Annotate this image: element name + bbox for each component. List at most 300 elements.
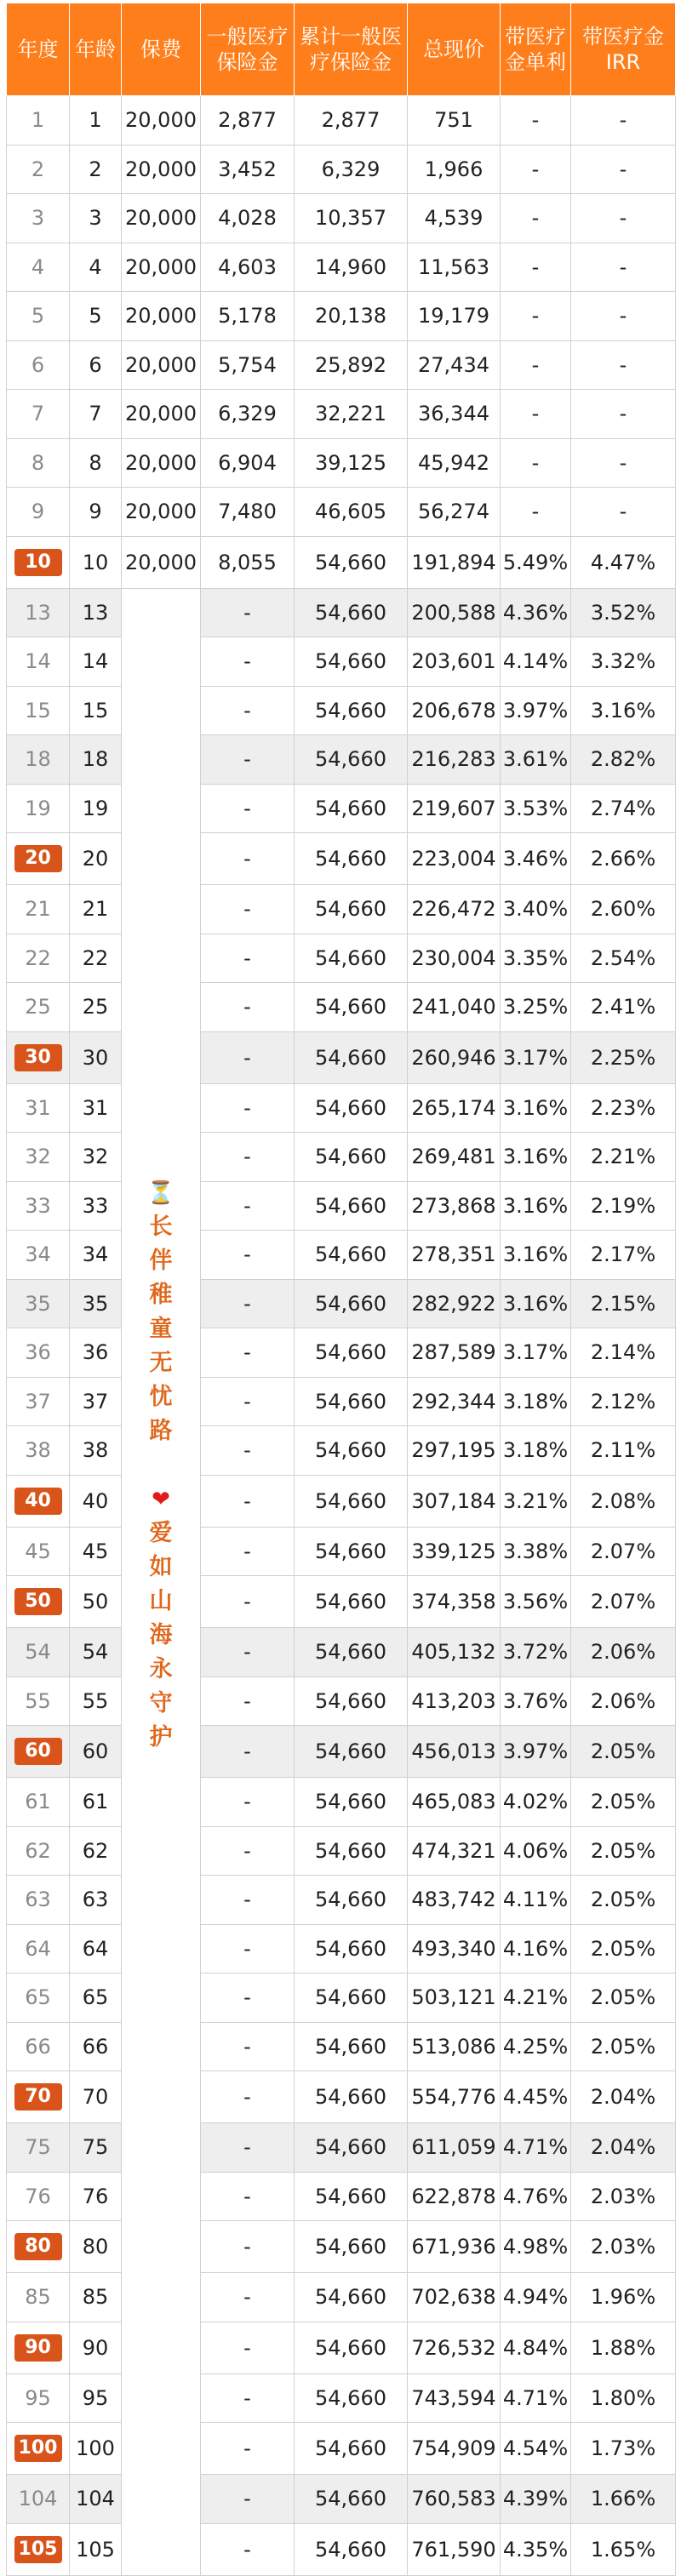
- simple-interest-cell: -: [501, 390, 571, 439]
- irr-cell: 2.03%: [571, 2172, 676, 2221]
- simple-interest-cell: 3.21%: [501, 1475, 571, 1527]
- slogan-char: 山: [149, 1587, 173, 1614]
- cumulative-medical-cell: 54,660: [295, 784, 408, 833]
- policy-year-cell: 6: [7, 340, 70, 390]
- cumulative-medical-cell: 54,660: [295, 1279, 408, 1328]
- simple-interest-cell: 4.25%: [501, 2022, 571, 2071]
- cumulative-medical-cell: 54,660: [295, 2123, 408, 2173]
- table-row: [7, 1676, 676, 1726]
- year-badge: 80: [14, 2233, 62, 2260]
- header-medical: [201, 3, 295, 96]
- irr-cell: 2.60%: [571, 885, 676, 934]
- table-row: [7, 735, 676, 785]
- cash-value-cell: 216,283: [408, 735, 501, 785]
- policy-year-cell: 37: [7, 1377, 70, 1426]
- cash-value-cell: 702,638: [408, 2273, 501, 2322]
- table-row: [7, 2221, 676, 2273]
- policy-year-cell: 21: [7, 885, 70, 934]
- policy-year-cell: 62: [7, 1826, 70, 1876]
- cash-value-cell: 273,868: [408, 1181, 501, 1231]
- cash-value-cell: 226,472: [408, 885, 501, 934]
- medical-benefit-cell: -: [201, 934, 295, 983]
- cumulative-medical-cell: 54,660: [295, 735, 408, 785]
- cash-value-cell: 203,601: [408, 637, 501, 687]
- irr-cell: 1.80%: [571, 2373, 676, 2423]
- table-row: [7, 983, 676, 1032]
- policy-year-cell: 38: [7, 1426, 70, 1476]
- header-cum-medical-line: 累计一般医: [300, 25, 402, 49]
- irr-cell: 3.32%: [571, 637, 676, 687]
- table-row: [7, 1527, 676, 1576]
- age-cell: 60: [70, 1726, 122, 1778]
- cash-value-cell: 241,040: [408, 983, 501, 1032]
- header-age: [70, 3, 122, 96]
- irr-cell: 2.07%: [571, 1527, 676, 1576]
- cash-value-cell: 751: [408, 96, 501, 146]
- table-row: [7, 488, 676, 537]
- medical-benefit-cell: 6,904: [201, 438, 295, 488]
- header-year: [7, 3, 70, 96]
- simple-interest-cell: 3.38%: [501, 1527, 571, 1576]
- medical-benefit-cell: -: [201, 1181, 295, 1231]
- irr-cell: 1.66%: [571, 2475, 676, 2524]
- table-row: [7, 637, 676, 687]
- header-simple-interest: [501, 3, 571, 96]
- age-cell: 61: [70, 1778, 122, 1827]
- simple-interest-cell: 4.71%: [501, 2123, 571, 2173]
- medical-benefit-cell: -: [201, 2523, 295, 2575]
- age-cell: 33: [70, 1181, 122, 1231]
- age-cell: 7: [70, 390, 122, 439]
- table-row: [7, 1826, 676, 1876]
- table-row: [7, 1377, 676, 1426]
- simple-interest-cell: -: [501, 340, 571, 390]
- irr-cell: 1.73%: [571, 2423, 676, 2475]
- policy-year-cell: 33: [7, 1181, 70, 1231]
- policy-year-cell: 75: [7, 2123, 70, 2173]
- cumulative-medical-cell: 54,660: [295, 1826, 408, 1876]
- simple-interest-cell: 3.35%: [501, 934, 571, 983]
- table-row: [7, 784, 676, 833]
- irr-cell: 2.08%: [571, 1475, 676, 1527]
- simple-interest-cell: 3.97%: [501, 686, 571, 735]
- cumulative-medical-cell: 54,660: [295, 2022, 408, 2071]
- policy-year-cell: 64: [7, 1924, 70, 1973]
- cash-value-cell: 19,179: [408, 292, 501, 341]
- year-badge: 50: [14, 1588, 62, 1615]
- policy-year-cell: [7, 1031, 70, 1083]
- irr-cell: 3.52%: [571, 588, 676, 637]
- policy-year-cell: 8: [7, 438, 70, 488]
- policy-year-cell: [7, 536, 70, 588]
- cash-value-cell: 282,922: [408, 1279, 501, 1328]
- irr-cell: 2.06%: [571, 1676, 676, 1726]
- table-row: [7, 1181, 676, 1231]
- age-cell: 6: [70, 340, 122, 390]
- age-cell: 104: [70, 2475, 122, 2524]
- age-cell: 21: [70, 885, 122, 934]
- cumulative-medical-cell: 54,660: [295, 1083, 408, 1133]
- simple-interest-cell: 4.45%: [501, 2071, 571, 2123]
- slogan-char: 守: [149, 1689, 173, 1716]
- age-cell: 37: [70, 1377, 122, 1426]
- policy-year-cell: [7, 1576, 70, 1628]
- medical-benefit-cell: -: [201, 686, 295, 735]
- policy-year-cell: 25: [7, 983, 70, 1032]
- table-row: [7, 2172, 676, 2221]
- table-body: [7, 96, 676, 2576]
- age-cell: 64: [70, 1924, 122, 1973]
- header-simple-interest-line: 带医疗: [505, 25, 566, 49]
- medical-benefit-cell: -: [201, 588, 295, 637]
- cumulative-medical-cell: 54,660: [295, 1377, 408, 1426]
- age-cell: 105: [70, 2523, 122, 2575]
- simple-interest-cell: 4.39%: [501, 2475, 571, 2524]
- table-row: [7, 1876, 676, 1925]
- cash-value-cell: 622,878: [408, 2172, 501, 2221]
- cash-value-cell: 1,966: [408, 145, 501, 194]
- medical-benefit-cell: -: [201, 1726, 295, 1778]
- slogan-gap: [122, 1448, 200, 1482]
- cumulative-medical-cell: 10,357: [295, 194, 408, 243]
- simple-interest-cell: 4.02%: [501, 1778, 571, 1827]
- premium-cell: 20,000: [122, 96, 201, 146]
- header-cum-medical: [295, 3, 408, 96]
- medical-benefit-cell: -: [201, 1328, 295, 1378]
- header-irr: [571, 3, 676, 96]
- policy-year-cell: [7, 1726, 70, 1778]
- irr-cell: -: [571, 390, 676, 439]
- irr-cell: 2.05%: [571, 1973, 676, 2023]
- simple-interest-cell: 4.98%: [501, 2221, 571, 2273]
- cumulative-medical-cell: 20,138: [295, 292, 408, 341]
- simple-interest-cell: 3.40%: [501, 885, 571, 934]
- age-cell: 19: [70, 784, 122, 833]
- cumulative-medical-cell: 54,660: [295, 1133, 408, 1182]
- cash-value-cell: 278,351: [408, 1231, 501, 1280]
- cumulative-medical-cell: 54,660: [295, 2322, 408, 2373]
- premium-cell: 20,000: [122, 438, 201, 488]
- medical-benefit-cell: 5,178: [201, 292, 295, 341]
- simple-interest-cell: 3.25%: [501, 983, 571, 1032]
- table-row: [7, 96, 676, 146]
- cash-value-cell: 292,344: [408, 1377, 501, 1426]
- policy-year-cell: 31: [7, 1083, 70, 1133]
- age-cell: 20: [70, 833, 122, 885]
- age-cell: 9: [70, 488, 122, 537]
- year-badge: 90: [14, 2334, 62, 2362]
- age-cell: 55: [70, 1676, 122, 1726]
- cumulative-medical-cell: 54,660: [295, 2071, 408, 2123]
- cumulative-medical-cell: 54,660: [295, 934, 408, 983]
- table-row: [7, 145, 676, 194]
- irr-cell: 2.82%: [571, 735, 676, 785]
- cash-value-cell: 4,539: [408, 194, 501, 243]
- cumulative-medical-cell: 32,221: [295, 390, 408, 439]
- age-cell: 10: [70, 536, 122, 588]
- table-row: [7, 2373, 676, 2423]
- simple-interest-cell: 3.46%: [501, 833, 571, 885]
- table-row: [7, 1973, 676, 2023]
- simple-interest-cell: 3.72%: [501, 1628, 571, 1677]
- age-cell: 75: [70, 2123, 122, 2173]
- slogan-cell: [122, 588, 201, 2575]
- cumulative-medical-cell: 6,329: [295, 145, 408, 194]
- policy-year-cell: [7, 2071, 70, 2123]
- table-row: [7, 536, 676, 588]
- table-row: [7, 194, 676, 243]
- cumulative-medical-cell: 54,660: [295, 1328, 408, 1378]
- cumulative-medical-cell: 54,660: [295, 588, 408, 637]
- policy-year-cell: 54: [7, 1628, 70, 1677]
- irr-cell: 2.19%: [571, 1181, 676, 1231]
- header-cum-medical-line: 疗保险金: [310, 50, 392, 74]
- age-cell: 80: [70, 2221, 122, 2273]
- cash-value-cell: 456,013: [408, 1726, 501, 1778]
- simple-interest-cell: 3.17%: [501, 1328, 571, 1378]
- medical-benefit-cell: -: [201, 2022, 295, 2071]
- simple-interest-cell: 4.76%: [501, 2172, 571, 2221]
- simple-interest-cell: 3.97%: [501, 1726, 571, 1778]
- cumulative-medical-cell: 54,660: [295, 1628, 408, 1677]
- medical-benefit-cell: -: [201, 2322, 295, 2373]
- medical-benefit-cell: -: [201, 833, 295, 885]
- year-badge: 60: [14, 1738, 62, 1765]
- medical-benefit-cell: -: [201, 1576, 295, 1628]
- irr-cell: 2.14%: [571, 1328, 676, 1378]
- simple-interest-cell: 4.14%: [501, 637, 571, 687]
- cumulative-medical-cell: 54,660: [295, 983, 408, 1032]
- table-row: [7, 2475, 676, 2524]
- cash-value-cell: 465,083: [408, 1778, 501, 1827]
- medical-benefit-cell: -: [201, 1083, 295, 1133]
- irr-cell: 2.05%: [571, 1826, 676, 1876]
- medical-benefit-cell: -: [201, 1924, 295, 1973]
- medical-benefit-cell: 7,480: [201, 488, 295, 537]
- simple-interest-cell: 4.35%: [501, 2523, 571, 2575]
- cumulative-medical-cell: 54,660: [295, 637, 408, 687]
- cumulative-medical-cell: 25,892: [295, 340, 408, 390]
- medical-benefit-cell: -: [201, 2423, 295, 2475]
- medical-benefit-cell: -: [201, 784, 295, 833]
- irr-cell: 4.47%: [571, 536, 676, 588]
- simple-interest-cell: -: [501, 243, 571, 292]
- age-cell: 62: [70, 1826, 122, 1876]
- policy-year-cell: [7, 2423, 70, 2475]
- irr-cell: 2.05%: [571, 1726, 676, 1778]
- header-year-line: 年度: [17, 37, 59, 61]
- age-cell: 66: [70, 2022, 122, 2071]
- table-row: [7, 1726, 676, 1778]
- cumulative-medical-cell: 54,660: [295, 2221, 408, 2273]
- cumulative-medical-cell: 46,605: [295, 488, 408, 537]
- irr-cell: -: [571, 340, 676, 390]
- cumulative-medical-cell: 54,660: [295, 2423, 408, 2475]
- medical-benefit-cell: 4,028: [201, 194, 295, 243]
- cumulative-medical-cell: 2,877: [295, 96, 408, 146]
- simple-interest-cell: 3.18%: [501, 1426, 571, 1476]
- medical-benefit-cell: 6,329: [201, 390, 295, 439]
- age-cell: 25: [70, 983, 122, 1032]
- cash-value-cell: 413,203: [408, 1676, 501, 1726]
- age-cell: 50: [70, 1576, 122, 1628]
- simple-interest-cell: 4.71%: [501, 2373, 571, 2423]
- cash-value-cell: 493,340: [408, 1924, 501, 1973]
- year-badge: 100: [14, 2435, 62, 2462]
- cash-value-cell: 287,589: [408, 1328, 501, 1378]
- irr-cell: 2.74%: [571, 784, 676, 833]
- cumulative-medical-cell: 54,660: [295, 1231, 408, 1280]
- cash-value-cell: 671,936: [408, 2221, 501, 2273]
- cumulative-medical-cell: 39,125: [295, 438, 408, 488]
- policy-year-cell: 76: [7, 2172, 70, 2221]
- policy-year-cell: 2: [7, 145, 70, 194]
- cumulative-medical-cell: 54,660: [295, 536, 408, 588]
- slogan-char: 如: [149, 1553, 173, 1580]
- policy-year-cell: [7, 2523, 70, 2575]
- premium-cell: 20,000: [122, 536, 201, 588]
- table-row: [7, 1083, 676, 1133]
- slogan-char: 忧: [149, 1383, 173, 1410]
- medical-benefit-cell: -: [201, 2373, 295, 2423]
- simple-interest-cell: 3.18%: [501, 1377, 571, 1426]
- irr-cell: -: [571, 145, 676, 194]
- header-cash-value-line: 总现价: [423, 37, 484, 61]
- premium-cell: 20,000: [122, 340, 201, 390]
- slogan-char: 长: [149, 1213, 173, 1240]
- simple-interest-cell: 3.17%: [501, 1031, 571, 1083]
- age-cell: 34: [70, 1231, 122, 1280]
- age-cell: 35: [70, 1279, 122, 1328]
- simple-interest-cell: 4.21%: [501, 1973, 571, 2023]
- simple-interest-cell: 4.11%: [501, 1876, 571, 1925]
- cash-value-cell: 191,894: [408, 536, 501, 588]
- benefit-table: [6, 3, 676, 2576]
- medical-benefit-cell: 3,452: [201, 145, 295, 194]
- age-cell: 2: [70, 145, 122, 194]
- table-row: [7, 1576, 676, 1628]
- year-badge: 40: [14, 1488, 62, 1515]
- cash-value-cell: 761,590: [408, 2523, 501, 2575]
- irr-cell: 2.41%: [571, 983, 676, 1032]
- irr-cell: -: [571, 243, 676, 292]
- cash-value-cell: 260,946: [408, 1031, 501, 1083]
- simple-interest-cell: 3.16%: [501, 1279, 571, 1328]
- age-cell: 100: [70, 2423, 122, 2475]
- simple-interest-cell: -: [501, 488, 571, 537]
- cumulative-medical-cell: 14,960: [295, 243, 408, 292]
- policy-year-cell: 95: [7, 2373, 70, 2423]
- irr-cell: 2.05%: [571, 1778, 676, 1827]
- irr-cell: -: [571, 438, 676, 488]
- cumulative-medical-cell: 54,660: [295, 1676, 408, 1726]
- slogan-char: 路: [149, 1417, 173, 1444]
- table-row: [7, 1628, 676, 1677]
- premium-cell: 20,000: [122, 488, 201, 537]
- simple-interest-cell: 3.61%: [501, 735, 571, 785]
- medical-benefit-cell: -: [201, 1527, 295, 1576]
- policy-year-cell: 7: [7, 390, 70, 439]
- table-row: [7, 1924, 676, 1973]
- medical-benefit-cell: -: [201, 1973, 295, 2023]
- age-cell: 40: [70, 1475, 122, 1527]
- medical-benefit-cell: -: [201, 1279, 295, 1328]
- slogan-char: 爱: [149, 1519, 173, 1546]
- table-row: [7, 1031, 676, 1083]
- premium-cell: 20,000: [122, 390, 201, 439]
- slogan: [122, 1176, 200, 1755]
- hourglass-icon: ⏳: [146, 1179, 175, 1206]
- header-medical-line: 保险金: [216, 50, 278, 74]
- cumulative-medical-cell: 54,660: [295, 2475, 408, 2524]
- simple-interest-cell: 4.06%: [501, 1826, 571, 1876]
- header-irr-line: 带医疗金: [582, 25, 664, 49]
- age-cell: 5: [70, 292, 122, 341]
- slogan-char: 稚: [149, 1281, 173, 1308]
- policy-year-cell: [7, 1475, 70, 1527]
- age-cell: 63: [70, 1876, 122, 1925]
- cash-value-cell: 754,909: [408, 2423, 501, 2475]
- policy-year-cell: 1: [7, 96, 70, 146]
- table-row: [7, 2273, 676, 2322]
- age-cell: 95: [70, 2373, 122, 2423]
- year-badge: 30: [14, 1044, 62, 1071]
- irr-cell: -: [571, 292, 676, 341]
- table-row: [7, 2322, 676, 2373]
- cash-value-cell: 513,086: [408, 2022, 501, 2071]
- simple-interest-cell: 3.53%: [501, 784, 571, 833]
- medical-benefit-cell: -: [201, 2071, 295, 2123]
- heart-icon: ❤: [152, 1486, 170, 1512]
- cumulative-medical-cell: 54,660: [295, 1527, 408, 1576]
- table-row: [7, 934, 676, 983]
- irr-cell: 2.12%: [571, 1377, 676, 1426]
- simple-interest-cell: 3.16%: [501, 1133, 571, 1182]
- cash-value-cell: 474,321: [408, 1826, 501, 1876]
- cumulative-medical-cell: 54,660: [295, 1876, 408, 1925]
- irr-cell: 2.05%: [571, 1876, 676, 1925]
- cumulative-medical-cell: 54,660: [295, 833, 408, 885]
- medical-benefit-cell: -: [201, 1426, 295, 1476]
- age-cell: 31: [70, 1083, 122, 1133]
- policy-year-cell: 104: [7, 2475, 70, 2524]
- medical-benefit-cell: -: [201, 1628, 295, 1677]
- table-row: [7, 833, 676, 885]
- medical-benefit-cell: -: [201, 2221, 295, 2273]
- irr-cell: 2.23%: [571, 1083, 676, 1133]
- medical-benefit-cell: -: [201, 2123, 295, 2173]
- policy-year-cell: 18: [7, 735, 70, 785]
- cash-value-cell: 554,776: [408, 2071, 501, 2123]
- simple-interest-cell: -: [501, 194, 571, 243]
- policy-year-cell: 14: [7, 637, 70, 687]
- slogan-char: 伴: [149, 1247, 173, 1274]
- table-row: [7, 686, 676, 735]
- simple-interest-cell: -: [501, 292, 571, 341]
- simple-interest-cell: -: [501, 96, 571, 146]
- medical-benefit-cell: -: [201, 1676, 295, 1726]
- year-badge: 20: [14, 845, 62, 872]
- policy-year-cell: 45: [7, 1527, 70, 1576]
- cumulative-medical-cell: 54,660: [295, 686, 408, 735]
- medical-benefit-cell: -: [201, 1778, 295, 1827]
- medical-benefit-cell: -: [201, 885, 295, 934]
- table-row: [7, 438, 676, 488]
- medical-benefit-cell: 8,055: [201, 536, 295, 588]
- simple-interest-cell: -: [501, 145, 571, 194]
- irr-cell: 2.15%: [571, 1279, 676, 1328]
- age-cell: 4: [70, 243, 122, 292]
